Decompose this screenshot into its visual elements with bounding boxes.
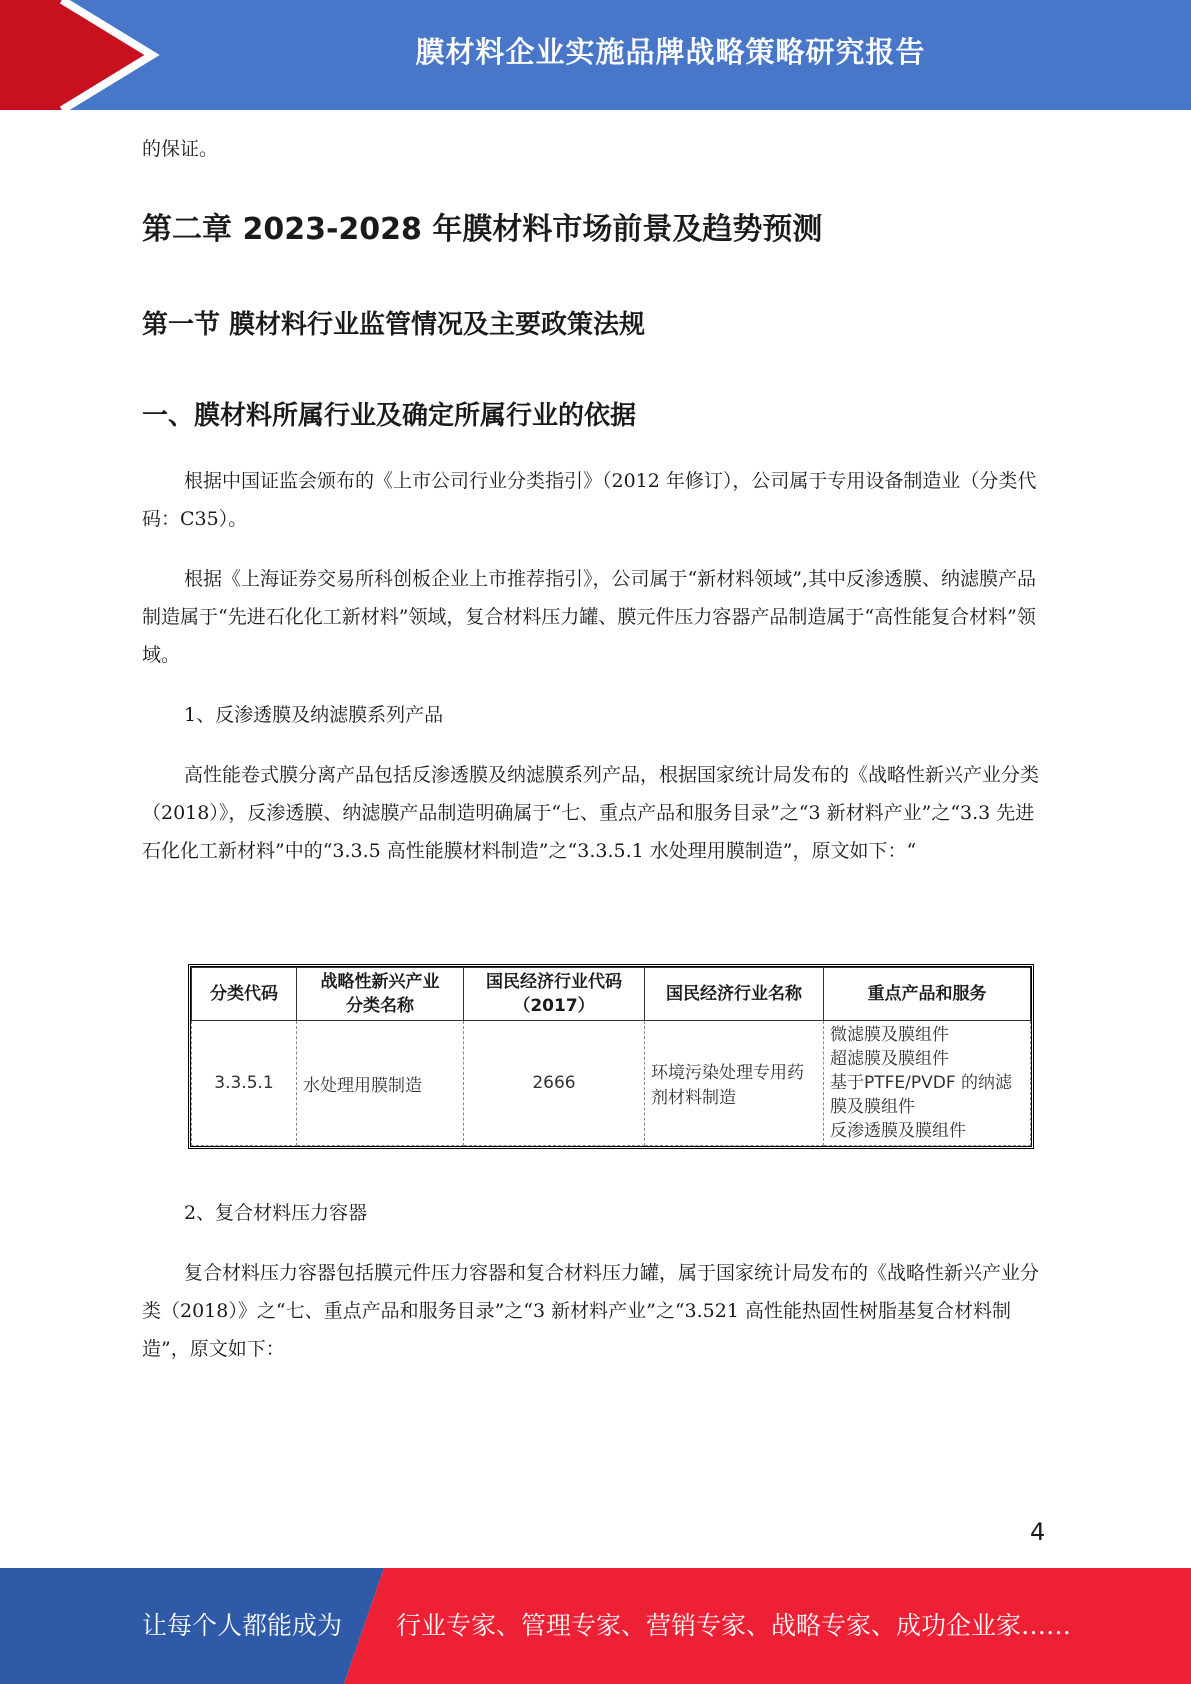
paragraph-star-market: 根据《上海证券交易所科创板企业上市推荐指引》，公司属于“新材料领域”,其中反渗透膜、纳滤膜产品制造属于“先进石化化工新材料”领域，复合材料压力罐、膜元件压力容器产品制造属于“高性能复合材料”领域。: [142, 568, 1036, 666]
table-header: 重点产品和服务: [824, 968, 1031, 1021]
page-content: [142, 130, 1047, 870]
item-heading-ro-membrane: 1、反渗透膜及纳滤膜系列产品: [184, 704, 444, 726]
table-header: 分类代码: [192, 968, 297, 1021]
paragraph-ro-membrane: 高性能卷式膜分离产品包括反渗透膜及纳滤膜系列产品，根据国家统计局发布的《战略性新兴产业分类（2018）》，反渗透膜、纳滤膜产品制造明确属于“七、重点产品和服务目录”之“3 新材料产业”之“3.3 先进石化化工新材料”中的“3.3.5 高性能膜材料制造”之“3.3.5.1 水处理用膜制造”，原文如下：“: [142, 764, 1040, 862]
page-header: [0, 0, 1191, 110]
subsection-heading: 一、膜材料所属行业及确定所属行业的依据: [142, 401, 637, 431]
paragraph-pressure-vessel: 复合材料压力容器包括膜元件压力容器和复合材料压力罐，属于国家统计局发布的《战略性新兴产业分类（2018）》之“七、重点产品和服务目录”之“3 新材料产业”之“3.521 高性能热固性树脂基复合材料制造”，原文如下：: [142, 1262, 1040, 1360]
table-row: [192, 1021, 1031, 1146]
table-header: 国民经济行业代码 （2017）: [464, 968, 645, 1021]
table-cell-name: 水处理用膜制造: [297, 1021, 464, 1146]
footer-slogan-left: 让每个人都能成为: [142, 1611, 343, 1640]
item-heading-pressure-vessel: 2、复合材料压力容器: [184, 1202, 368, 1224]
document-title: 膜材料企业实施品牌战略策略研究报告: [415, 35, 926, 69]
page-footer: [0, 1568, 1191, 1684]
table-header: 国民经济行业名称: [645, 968, 824, 1021]
page-content-lower: [142, 1194, 1047, 1368]
table-cell-services: 微滤膜及膜组件 超滤膜及膜组件 基于PTFE/PVDF 的纳滤 膜及膜组件 反渗透膜及膜组件: [824, 1021, 1031, 1146]
table-cell-industry-code: 2666: [464, 1021, 645, 1146]
page-number: 4: [1030, 1518, 1046, 1546]
paragraph-continuation: 的保证。: [142, 138, 219, 160]
section-heading: 第一节 膜材料行业监管情况及主要政策法规: [142, 310, 646, 340]
chapter-heading: 第二章 2023-2028 年膜材料市场前景及趋势预测: [142, 212, 823, 247]
table-cell-code: 3.3.5.1: [192, 1021, 297, 1146]
footer-slogan-right: 行业专家、管理专家、营销专家、战略专家、成功企业家……: [396, 1611, 1072, 1640]
paragraph-industry-classification: 根据中国证监会颁布的《上市公司行业分类指引》（2012 年修订），公司属于专用设备制造业（分类代码：C35）。: [142, 470, 1037, 530]
classification-table: [188, 964, 1034, 1149]
table-header: 战略性新兴产业 分类名称: [297, 968, 464, 1021]
table-cell-industry-name: 环境污染处理专用药剂材料制造: [645, 1021, 824, 1146]
